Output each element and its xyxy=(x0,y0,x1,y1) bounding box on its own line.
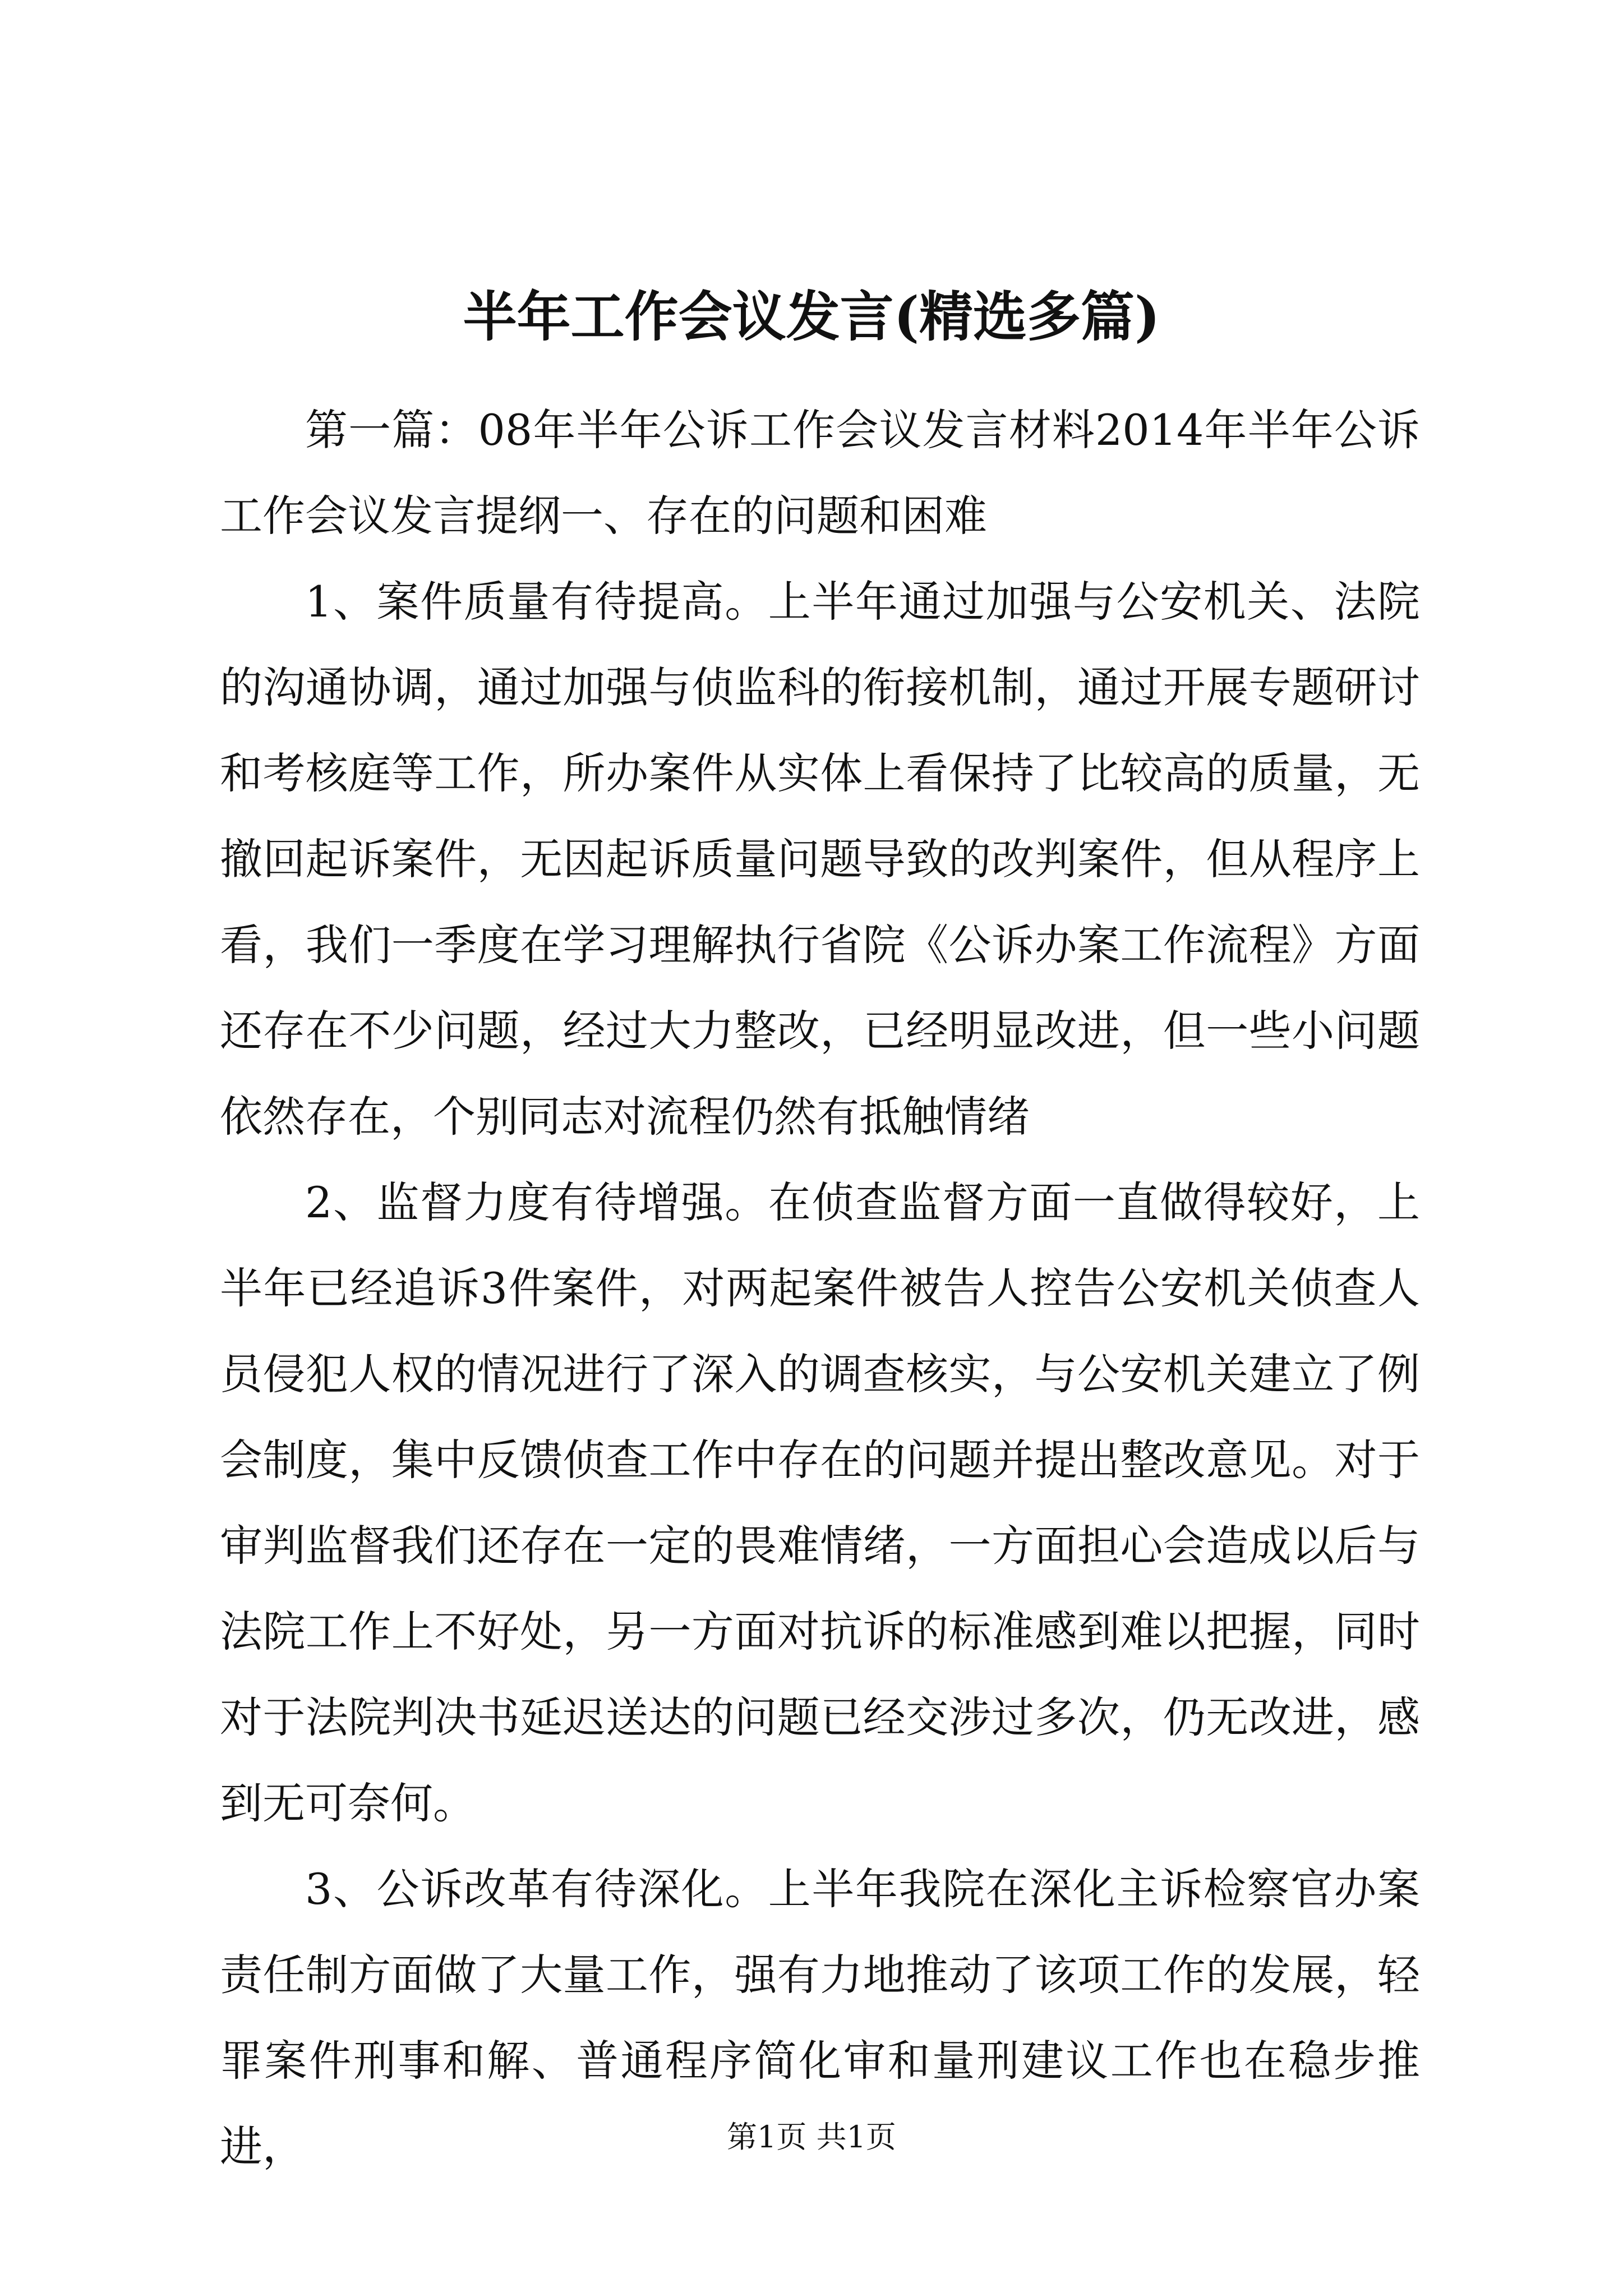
page-footer: 第1页 共1页 xyxy=(727,2119,896,2155)
document-body xyxy=(220,387,1420,2189)
document-title: 半年工作会议发言(精选多篇) xyxy=(463,285,1160,348)
paragraph-1: 第一篇：08年半年公诉工作会议发言材料2014年半年公诉工作会议发言提纲一、存在的问题和困难 xyxy=(220,405,1420,541)
paragraph-4: 3、公诉改革有待深化。上半年我院在深化主诉检察官办案责任制方面做了大量工作，强有力地推动了该项工作的发展，轻罪案件刑事和解、普通程序简化审和量刑建议工作也在稳步推进， xyxy=(220,1864,1420,2171)
paragraph-2: 1、案件质量有待提高。上半年通过加强与公安机关、法院的沟通协调，通过加强与侦监科的衔接机制，通过开展专题研讨和考核庭等工作，所办案件从实体上看保持了比较高的质量，无撤回起诉案件，无因起诉质量问题导致的改判案件，但从程序上看，我们一季度在学习理解执行省院《公诉办案工作流程》方面还存在不少问题，经过大力整改，已经明显改进，但一些小问题依然存在，个别同志对流程仍然有抵触情绪 xyxy=(220,577,1420,1142)
paragraph-3: 2、监督力度有待增强。在侦查监督方面一直做得较好，上半年已经追诉3件案件，对两起案件被告人控告公安机关侦查人员侵犯人权的情况进行了深入的调查核实，与公安机关建立了例会制度，集中反馈侦查工作中存在的问题并提出整改意见。对于审判监督我们还存在一定的畏难情绪，一方面担心会造成以后与法院工作上不好处，另一方面对抗诉的标准感到难以把握，同时对于法院判决书延迟送达的问题已经交涉过多次，仍无改进，感到无可奈何。 xyxy=(220,1177,1420,1828)
